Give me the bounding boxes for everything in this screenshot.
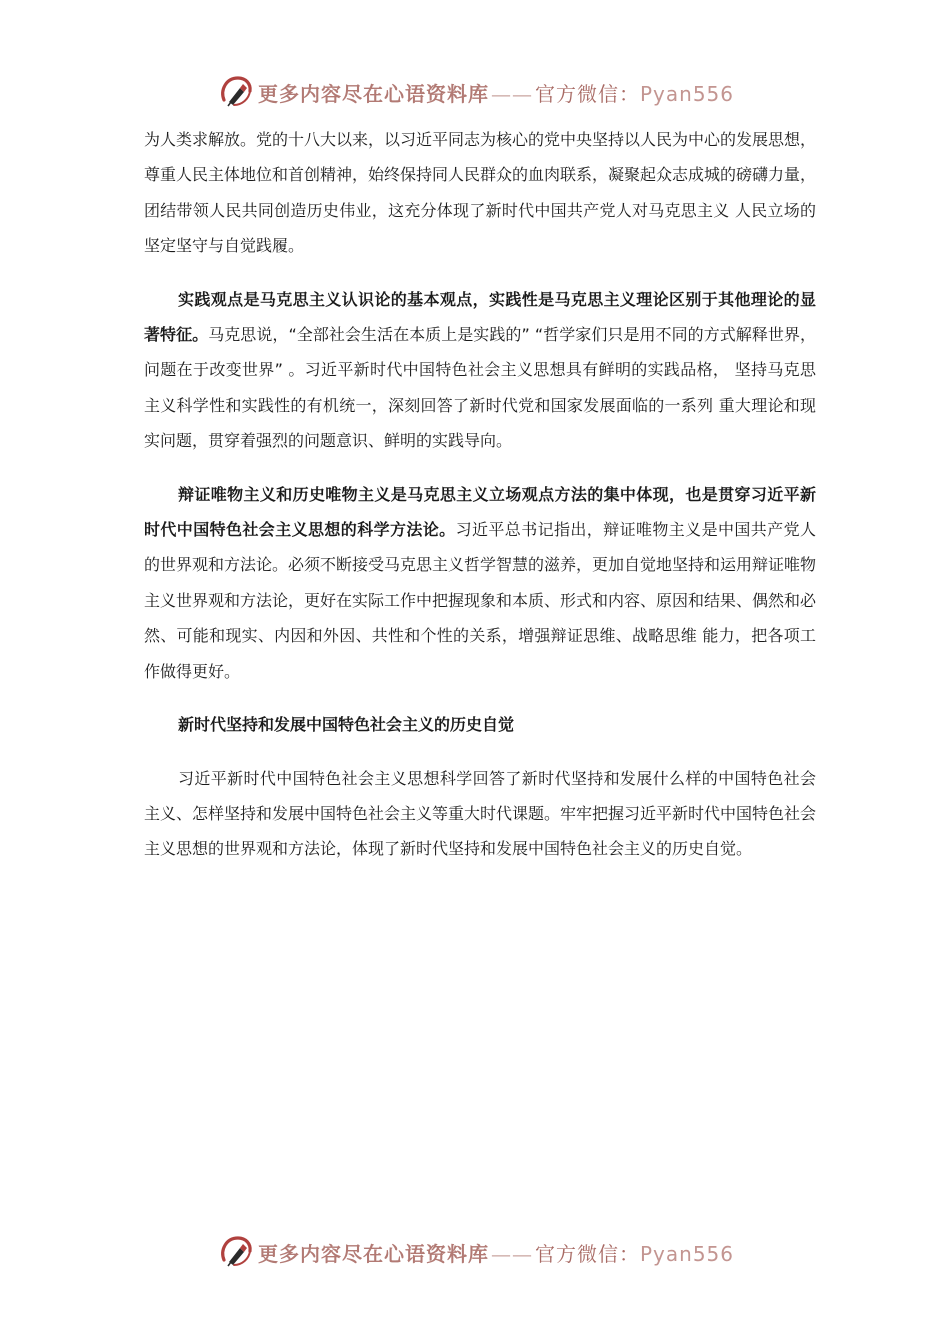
header-contact-id: Pyan556 [639,81,734,106]
header-contact-label: 官方微信： [534,81,640,106]
footer-banner [0,1232,950,1272]
header-brand-text: 更多内容尽在心语资料库 [257,81,489,106]
footer-separator: —— [490,1241,533,1266]
paragraph-dialectical-body: 习近平总书记指出，辩证唯物主义是中国共产党人的世界观和方法论。必须不断接受马克思主义哲学智慧的滋养，更加自觉地坚持和运用辩证唯物主义世界观和方法论，更好在实际工作中把握现象和本质、形式和内容、原因和结果、偶然和必然、可能和现实、内因和外因、共性和个性的关系，增强辩证思维、战略思维 能力，把各项工作做得更好。 [144,520,817,681]
section-heading: 新时代坚持和发展中国特色社会主义的历史自觉 [178,715,515,735]
header-separator: —— [490,81,533,106]
header-banner [0,72,950,112]
pen-nib-logo-icon [216,72,256,112]
paragraph-practice-body: 马克思说，“全部社会生活在本质上是实践的” “哲学家们只是用不同的方式解释世界，问题在于改变世界” 。习近平新时代中国特色社会主义思想具有鲜明的实践品格， 坚持马克思主义科学性和实践性的有机统一，深刻回答了新时代党和国家发展面临的一系列 重大理论和现实问题，贯穿着强烈的问题意识、鲜明的实践导向。 [144,325,816,451]
paragraph-practice-lead: 实践观点是马克思主义认识论的基本观点，实践性是马克思主义理论区别于其他理论的显著特征。 [144,289,816,345]
header-text [258,78,734,107]
footer-brand-text: 更多内容尽在心语资料库 [257,1241,489,1266]
footer-contact-id: Pyan556 [639,1241,734,1266]
pen-nib-logo-icon [216,1232,256,1272]
document-body [144,122,816,867]
paragraph-dialectical-lead: 辩证唯物主义和历史唯物主义是马克思主义立场观点方法的集中体现，也是贯穿习近平新时代中国特色社会主义思想的科学方法论。 [144,484,816,540]
footer-contact-label: 官方微信： [534,1241,640,1266]
footer-text [258,1238,734,1267]
paragraph-practice-viewpoint [144,282,816,459]
paragraph-people-stance: 为人类求解放。党的十八大以来，以习近平同志为核心的党中央坚持以人民为中心的发展思想，尊重人民主体地位和首创精神，始终保持同人民群众的血肉联系，凝聚起众志成城的磅礴力量，团结带领人民共同创造历史伟业，这充分体现了新时代中国共产党人对马克思主义 人民立场的坚定坚守与自觉践履。 [144,130,817,256]
paragraph-dialectical-materialism [144,477,816,689]
paragraph-historical-consciousness: 习近平新时代中国特色社会主义思想科学回答了新时代坚持和发展什么样的中国特色社会主义、怎样坚持和发展中国特色社会主义等重大时代课题。牢牢把握习近平新时代中国特色社会主义思想的世界观和方法论，体现了新时代坚持和发展中国特色社会主义的历史自觉。 [144,768,817,859]
